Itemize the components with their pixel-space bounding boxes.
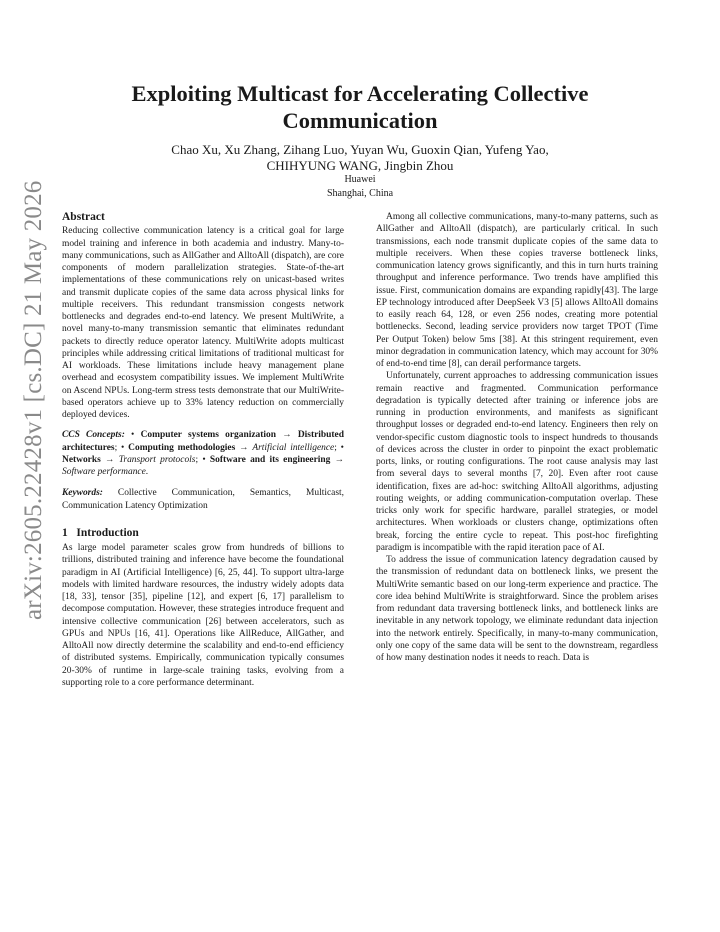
intro-paragraph-1: As large model parameter scales grow from hundreds of billions to trillions, distributed training and inference have become the foundational paradigm in AI (Artificial Intelligence) [6, 25, 44]. To support ultra-large models with limited hardware resources, the industry widely adopts data [18, 33], tensor [35], pipeline [12], and expert [6, 17] parallelism to decompose computation. However, these strategies introduce frequent and intensive collective communication [26] between accelerators, such as GPUs and NPUs [16, 41]. Operations like AllReduce, AllGather, and AlltoAll now directly determine the scalability and end-to-end efficiency of distributed systems. Empirically, communication typically consumes 20-30% of runtime in large-scale training tasks, evolving from a supporting role to a core performance determinant. bbox=[62, 543, 344, 688]
ccs-end: . bbox=[145, 467, 149, 477]
ccs-concept-1b: Distributed architectures bbox=[62, 430, 344, 453]
affiliation: Huawei bbox=[344, 174, 376, 185]
section-title: Introduction bbox=[76, 526, 139, 539]
right-paragraph-1: Among all collective communications, many-to-many patterns, such as AllGather and AlltoAll (dispatch), are particularly critical. In such transmissions, each node transmit duplicate copies of the same data to multiple receivers. When these copies traverse bottleneck links, communication latency grows significantly, and this in turn hurts training throughput and inference performance. Two trends have amplified this issue. First, communication domains are expanding rapidly[43]. The large EP technology introduced after DeepSeek V3 [5] allows AlltoAll domains to easily reach 64, 128, or even 256 nodes, creating more potential bottlenecks. Second, leading service providers now target TPOT (Time Per Output Token) below 5ms [38]. At this stringent requirement, even minor degradation in communication latency, which may account for 30% of end-to-end time [8], can derail performance targets. bbox=[376, 212, 658, 369]
ccs-concept-2b: Artificial intelligence bbox=[252, 442, 335, 453]
ccs-separator: ; • bbox=[334, 442, 344, 453]
ccs-concept-3b: Transport protocols bbox=[118, 454, 196, 465]
abstract-text: Reducing collective communication latency is a critical goal for large model training and inference in both academia and industry. Many-to-many communications, such as AllGather and AlltoAll (dispatch), are core components of modern parallelization strategies. State-of-the-art implementations of these communications rely on unicast-based writes and transmit duplicate copies of the same data across physical links for multiple receivers. This redundant transmission congests network bottlenecks and degrades end-to-end latency. We present MultiWrite, a novel many-to-many transmission semantic that eliminates redundant packets to directly reduce operator latency. MultiWrite adopts multicast principles while addressing critical limitations of traditional multicast for AI workloads. These limitations include heavy management plane overhead and ecosystem compatibility issues. We implement MultiWrite on Ascend NPUs. Long-term stress tests demonstrate that our MultiWrite-based operators achieve up to 33% latency reduction on commercially deployed devices. bbox=[62, 226, 344, 420]
right-paragraph-2: Unfortunately, current approaches to addressing communication issues remain reactive and fragmented. Communication performance degradation is typically detected after training or inference jobs are running in production environments, and manifests as significant throughput losses or degraded end-to-end latency. Engineers then rely on vendor-specific custom diagnostic tools to inspect hundreds to thousands of devices across the cluster in order to pinpoint the exact problematic ports, links, or routing configurations. The root cause analysis may last from several days to several months [7, 20]. Even after root cause identification, fixes are ad-hoc: switching AlltoAll algorithms, adjusting routing weights, or adding communication-computation overlap. These tricks only work for specific hardware, parallel strategies, or model architectures. When workloads or clusters change, optimizations often break, forcing the entire cycle to repeat. This post-hoc firefighting paradigm is incompatible with the rapid iteration pace of AI. bbox=[376, 371, 658, 553]
right-column bbox=[376, 211, 658, 664]
location: Shanghai, China bbox=[326, 188, 394, 199]
ccs-arrow: → bbox=[276, 430, 298, 441]
ccs-concept-4b: Software performance bbox=[62, 467, 146, 477]
section-number: 1 bbox=[62, 526, 68, 539]
abstract-heading: Abstract bbox=[62, 211, 105, 223]
ccs-arrow: → bbox=[235, 442, 253, 453]
introduction-section bbox=[62, 527, 344, 689]
ccs-separator: ; • bbox=[114, 442, 125, 453]
ccs-separator: ; • bbox=[195, 454, 206, 465]
keywords bbox=[62, 487, 344, 512]
ccs-concept-4: Software and its engineering bbox=[209, 454, 331, 465]
ccs-concept-3: Networks bbox=[62, 454, 101, 465]
ccs-arrow: → bbox=[330, 454, 345, 465]
ccs-concept-1: Computer systems organization bbox=[140, 430, 276, 441]
right-paragraph-3: To address the issue of communication latency degradation caused by the transmission of redundant data on bottleneck links, we present the MultiWrite semantic based on our long-term experience and practice. The core idea behind MultiWrite is straightforward. Since the problem arises from redundant data traversing bottleneck links, and bottleneck links are inevitable in any network topology, we eliminate redundant data injection into the network entirely. Specifically, in many-to-many communication, only one copy of the same data will be sent to the downstream, regardless of how many destination nodes it needs to reach. Data is bbox=[376, 555, 658, 663]
keywords-label: Keywords: bbox=[62, 488, 103, 499]
ccs-label: CCS Concepts: bbox=[62, 430, 125, 441]
paper-title: Exploiting Multicast for Accelerating Collective Communication bbox=[131, 81, 589, 133]
authors-line-1: Chao Xu, Xu Zhang, Zihang Luo, Yuyan Wu, Guoxin Qian, Yufeng Yao, bbox=[171, 142, 549, 157]
ccs-concept-2: Computing methodologies bbox=[128, 442, 236, 453]
authors-line-2: CHIHYUNG WANG, Jingbin Zhou bbox=[266, 157, 454, 173]
arxiv-identifier: arXiv:2605.22428v1 [cs.DC] 21 May 2026 bbox=[20, 180, 47, 620]
left-column bbox=[62, 211, 344, 689]
paper-page bbox=[62, 80, 658, 688]
ccs-concepts: CCS Concepts: • Computer systems organization → Distributed architectures; • Computing methodologies → Artificial intelligence; • Networks → Transport protocols; • Software and its engineering → Software performance. bbox=[62, 430, 345, 477]
keywords-text: Collective Communication, Semantics, Multicast, Communication Latency Optimization bbox=[62, 488, 345, 511]
section-heading bbox=[62, 527, 344, 539]
ccs-arrow: → bbox=[100, 454, 119, 465]
author-list bbox=[62, 142, 658, 173]
